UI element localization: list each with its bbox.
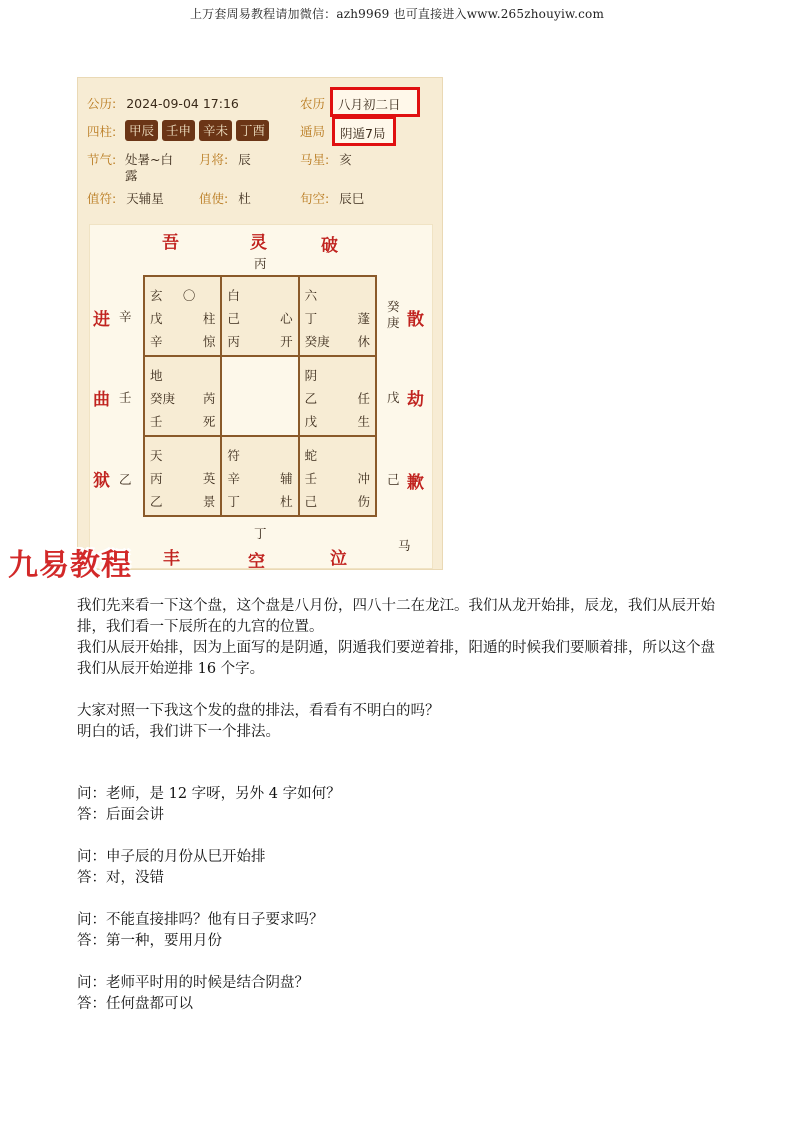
maxing-row bbox=[300, 150, 352, 168]
question: 问：老师平时用的时候是结合阴盘？ bbox=[77, 975, 309, 991]
palace-line bbox=[305, 286, 370, 304]
paragraph: 大家对照一下我这个发的盘的排法，看看有不明白的吗？ bbox=[77, 703, 440, 719]
palace-left-text: 壬 bbox=[304, 471, 318, 486]
answer: 答：第一种，要用月份 bbox=[77, 933, 222, 949]
palace-line bbox=[150, 446, 215, 464]
nongli-highlight-box bbox=[330, 87, 420, 117]
yuejiang-row bbox=[199, 150, 251, 168]
top-word-left: 吾 bbox=[162, 233, 179, 253]
right-stem-middle: 戊 bbox=[387, 390, 400, 405]
zhifu-label: 值符: bbox=[87, 191, 117, 206]
maxing-label: 马星: bbox=[300, 152, 330, 167]
right-word-top: 散 bbox=[407, 310, 424, 330]
sizhu-label: 四柱: bbox=[87, 124, 117, 139]
top-word-right: 破 bbox=[321, 236, 338, 256]
xunkong-row bbox=[300, 189, 364, 207]
palace-right-text: 景 bbox=[202, 494, 216, 509]
palace-right-text: 惊 bbox=[202, 334, 216, 349]
qimen-chart-card bbox=[77, 77, 443, 570]
palace-cell bbox=[221, 436, 298, 516]
gongli-row bbox=[87, 94, 239, 112]
palace-left-text: 地 bbox=[150, 368, 163, 383]
palace-right-text: 〇 bbox=[182, 288, 196, 303]
palace-line bbox=[150, 412, 215, 430]
answer: 答：对，没错 bbox=[77, 870, 164, 886]
nongli-label: 农历 bbox=[300, 96, 326, 111]
dunju-highlight-box bbox=[332, 116, 396, 146]
palace-right-text: 杜 bbox=[280, 494, 293, 509]
top-stem: 丙 bbox=[254, 256, 267, 271]
left-word-middle: 曲 bbox=[93, 390, 110, 410]
zhifu-row bbox=[87, 189, 164, 207]
palace-left-text: 丁 bbox=[227, 494, 240, 509]
palace-cell bbox=[299, 436, 376, 516]
left-word-bottom: 狱 bbox=[93, 471, 110, 491]
left-word-top: 进 bbox=[93, 310, 110, 330]
palace-line bbox=[150, 492, 215, 510]
left-stem-top: 辛 bbox=[119, 309, 132, 324]
paragraph bbox=[77, 680, 722, 701]
palace-line bbox=[227, 492, 292, 510]
question: 问：不能直接排吗？他有日子要求吗？ bbox=[77, 912, 324, 928]
bottom-stem: 丁 bbox=[254, 526, 267, 541]
palace-line bbox=[227, 332, 292, 350]
palace-cell bbox=[144, 276, 221, 356]
palace-grid bbox=[143, 275, 377, 517]
pillar-year: 甲辰 bbox=[125, 120, 158, 141]
pillar-day: 辛未 bbox=[199, 120, 232, 141]
palace-cell bbox=[299, 356, 376, 436]
palace-cell bbox=[144, 436, 221, 516]
palace-line bbox=[150, 366, 215, 384]
zhishi-label: 值使: bbox=[199, 191, 229, 206]
palace-left-text: 癸庚 bbox=[150, 391, 176, 406]
palace-line bbox=[305, 446, 370, 464]
palace-right-text: 开 bbox=[280, 334, 293, 349]
palace-line bbox=[305, 366, 370, 384]
right-stem-bottom: 己 bbox=[387, 472, 400, 487]
qa-item bbox=[77, 910, 722, 952]
palace-right-text: 生 bbox=[357, 414, 370, 429]
palace-right-text: 死 bbox=[202, 414, 216, 429]
yuejiang-value: 辰 bbox=[238, 152, 251, 167]
paragraph: 明白的话，我们讲下一个排法。 bbox=[77, 724, 280, 740]
palace-left-text: 辛 bbox=[227, 471, 240, 486]
palace-right-text: 辅 bbox=[280, 471, 293, 486]
bottom-word-center: 空 bbox=[248, 552, 265, 572]
zhishi-row bbox=[199, 189, 251, 207]
palace-line bbox=[150, 309, 215, 327]
gongli-label: 公历: bbox=[87, 96, 117, 111]
answer: 答：后面会讲 bbox=[77, 807, 164, 823]
bottom-word-right: 泣 bbox=[330, 549, 347, 569]
dunju-value: 阴遁7局 bbox=[340, 126, 386, 141]
gongli-value: 2024-09-04 17:16 bbox=[126, 96, 239, 111]
palace-left-text: 丁 bbox=[304, 311, 318, 326]
palace-cell bbox=[299, 276, 376, 356]
palace-left-text: 戊 bbox=[150, 311, 163, 326]
palace-right-text: 任 bbox=[357, 391, 370, 406]
pillar-month: 壬申 bbox=[162, 120, 195, 141]
palace-line bbox=[305, 469, 370, 487]
palace-right-text: 芮 bbox=[202, 391, 216, 406]
palace-line bbox=[305, 332, 370, 350]
watermark-logo: 九易教程 bbox=[8, 548, 132, 583]
palace-line bbox=[227, 309, 292, 327]
jieqi-label: 节气: bbox=[87, 152, 117, 167]
palace-line bbox=[227, 469, 292, 487]
palace-right-text: 伤 bbox=[357, 494, 370, 509]
pillar-hour: 丁酉 bbox=[236, 120, 269, 141]
palace-left-text: 乙 bbox=[150, 494, 163, 509]
palace-left-text: 戊 bbox=[304, 414, 318, 429]
header-note: 上万套周易教程请加微信：azh9969 也可直接进入www.265zhouyiw.com bbox=[189, 7, 605, 21]
paragraph: 我们从辰开始排，因为上面写的是阴遁，阴遁我们要逆着排，阳遁的时候我们要顺着排，所以这个盘我们从辰开始逆排 16 个字。 bbox=[77, 640, 715, 677]
right-stem-top: 癸 庚 bbox=[387, 299, 400, 330]
question: 问：老师，是 12 字呀，另外 4 字如何？ bbox=[77, 786, 341, 802]
palace-cell bbox=[221, 356, 298, 436]
palace-line bbox=[227, 286, 292, 304]
palace-left-text: 白 bbox=[227, 288, 240, 303]
jieqi-value-1: 处暑~白 bbox=[125, 152, 173, 167]
right-word-bottom: 歉 bbox=[407, 473, 424, 493]
palace-right-text: 蓬 bbox=[357, 311, 370, 326]
palace-cell bbox=[144, 356, 221, 436]
dunju-label: 遁局 bbox=[300, 124, 326, 139]
palace-left-text: 己 bbox=[304, 494, 318, 509]
jieqi-row bbox=[87, 150, 116, 168]
right-word-middle: 劫 bbox=[407, 390, 424, 410]
paragraph: 我们先来看一下这个盘，这个盘是八月份，四八十二在龙江。我们从龙开始排，辰龙，我们从辰开始排，我们看一下辰所在的九宫的位置。 bbox=[77, 598, 715, 635]
answer: 答：任何盘都可以 bbox=[77, 996, 193, 1012]
palace-left-text: 玄 bbox=[150, 288, 163, 303]
nongli-value: 八月初二日 bbox=[338, 97, 401, 112]
qa-section bbox=[77, 784, 722, 1015]
zhifu-value: 天辅星 bbox=[126, 191, 164, 206]
palace-right-text: 心 bbox=[280, 311, 293, 326]
dunju-row bbox=[300, 122, 325, 140]
palace-right-text: 休 bbox=[357, 334, 370, 349]
palace-left-text: 乙 bbox=[304, 391, 318, 406]
palace-line bbox=[305, 412, 370, 430]
nine-palace-area bbox=[89, 224, 433, 572]
palace-line bbox=[305, 309, 370, 327]
left-stem-bottom: 乙 bbox=[119, 472, 132, 487]
left-stem-middle: 壬 bbox=[119, 390, 132, 405]
palace-left-text: 壬 bbox=[150, 414, 163, 429]
palace-right-text: 柱 bbox=[202, 311, 216, 326]
four-pillars bbox=[125, 120, 269, 141]
zhishi-value: 杜 bbox=[238, 191, 251, 206]
palace-right-text: 英 bbox=[202, 471, 216, 486]
palace-left-text: 阴 bbox=[304, 368, 318, 383]
xunkong-label: 旬空: bbox=[300, 191, 330, 206]
xunkong-value: 辰巳 bbox=[339, 191, 365, 206]
question: 问：申子辰的月份从巳开始排 bbox=[77, 849, 266, 865]
palace-left-text: 癸庚 bbox=[304, 334, 330, 349]
palace-left-text: 蛇 bbox=[304, 448, 318, 463]
palace-line bbox=[305, 389, 370, 407]
qa-item bbox=[77, 847, 722, 889]
main-paragraphs bbox=[77, 596, 722, 743]
qa-item bbox=[77, 784, 722, 826]
yuejiang-label: 月将: bbox=[199, 152, 229, 167]
qa-item bbox=[77, 973, 722, 1015]
maxing-value: 亥 bbox=[339, 152, 352, 167]
bottom-word-left: 丰 bbox=[163, 549, 180, 569]
palace-line bbox=[227, 446, 292, 464]
palace-line bbox=[150, 286, 215, 304]
nongli-row bbox=[300, 94, 325, 112]
horse-marker: 马 bbox=[398, 538, 411, 553]
palace-line bbox=[305, 492, 370, 510]
palace-left-text: 天 bbox=[150, 448, 163, 463]
palace-line bbox=[150, 389, 215, 407]
palace-left-text: 辛 bbox=[150, 334, 163, 349]
palace-left-text: 丙 bbox=[150, 471, 163, 486]
jieqi-value-2: 露 bbox=[125, 168, 138, 183]
sizhu-row bbox=[87, 122, 116, 140]
palace-left-text: 丙 bbox=[227, 334, 240, 349]
palace-line bbox=[150, 332, 215, 350]
palace-left-text: 六 bbox=[304, 288, 318, 303]
palace-left-text: 符 bbox=[227, 448, 240, 463]
palace-cell bbox=[221, 276, 298, 356]
palace-line bbox=[150, 469, 215, 487]
palace-left-text: 己 bbox=[227, 311, 240, 326]
top-word-center: 灵 bbox=[250, 233, 267, 253]
palace-right-text: 冲 bbox=[357, 471, 370, 486]
